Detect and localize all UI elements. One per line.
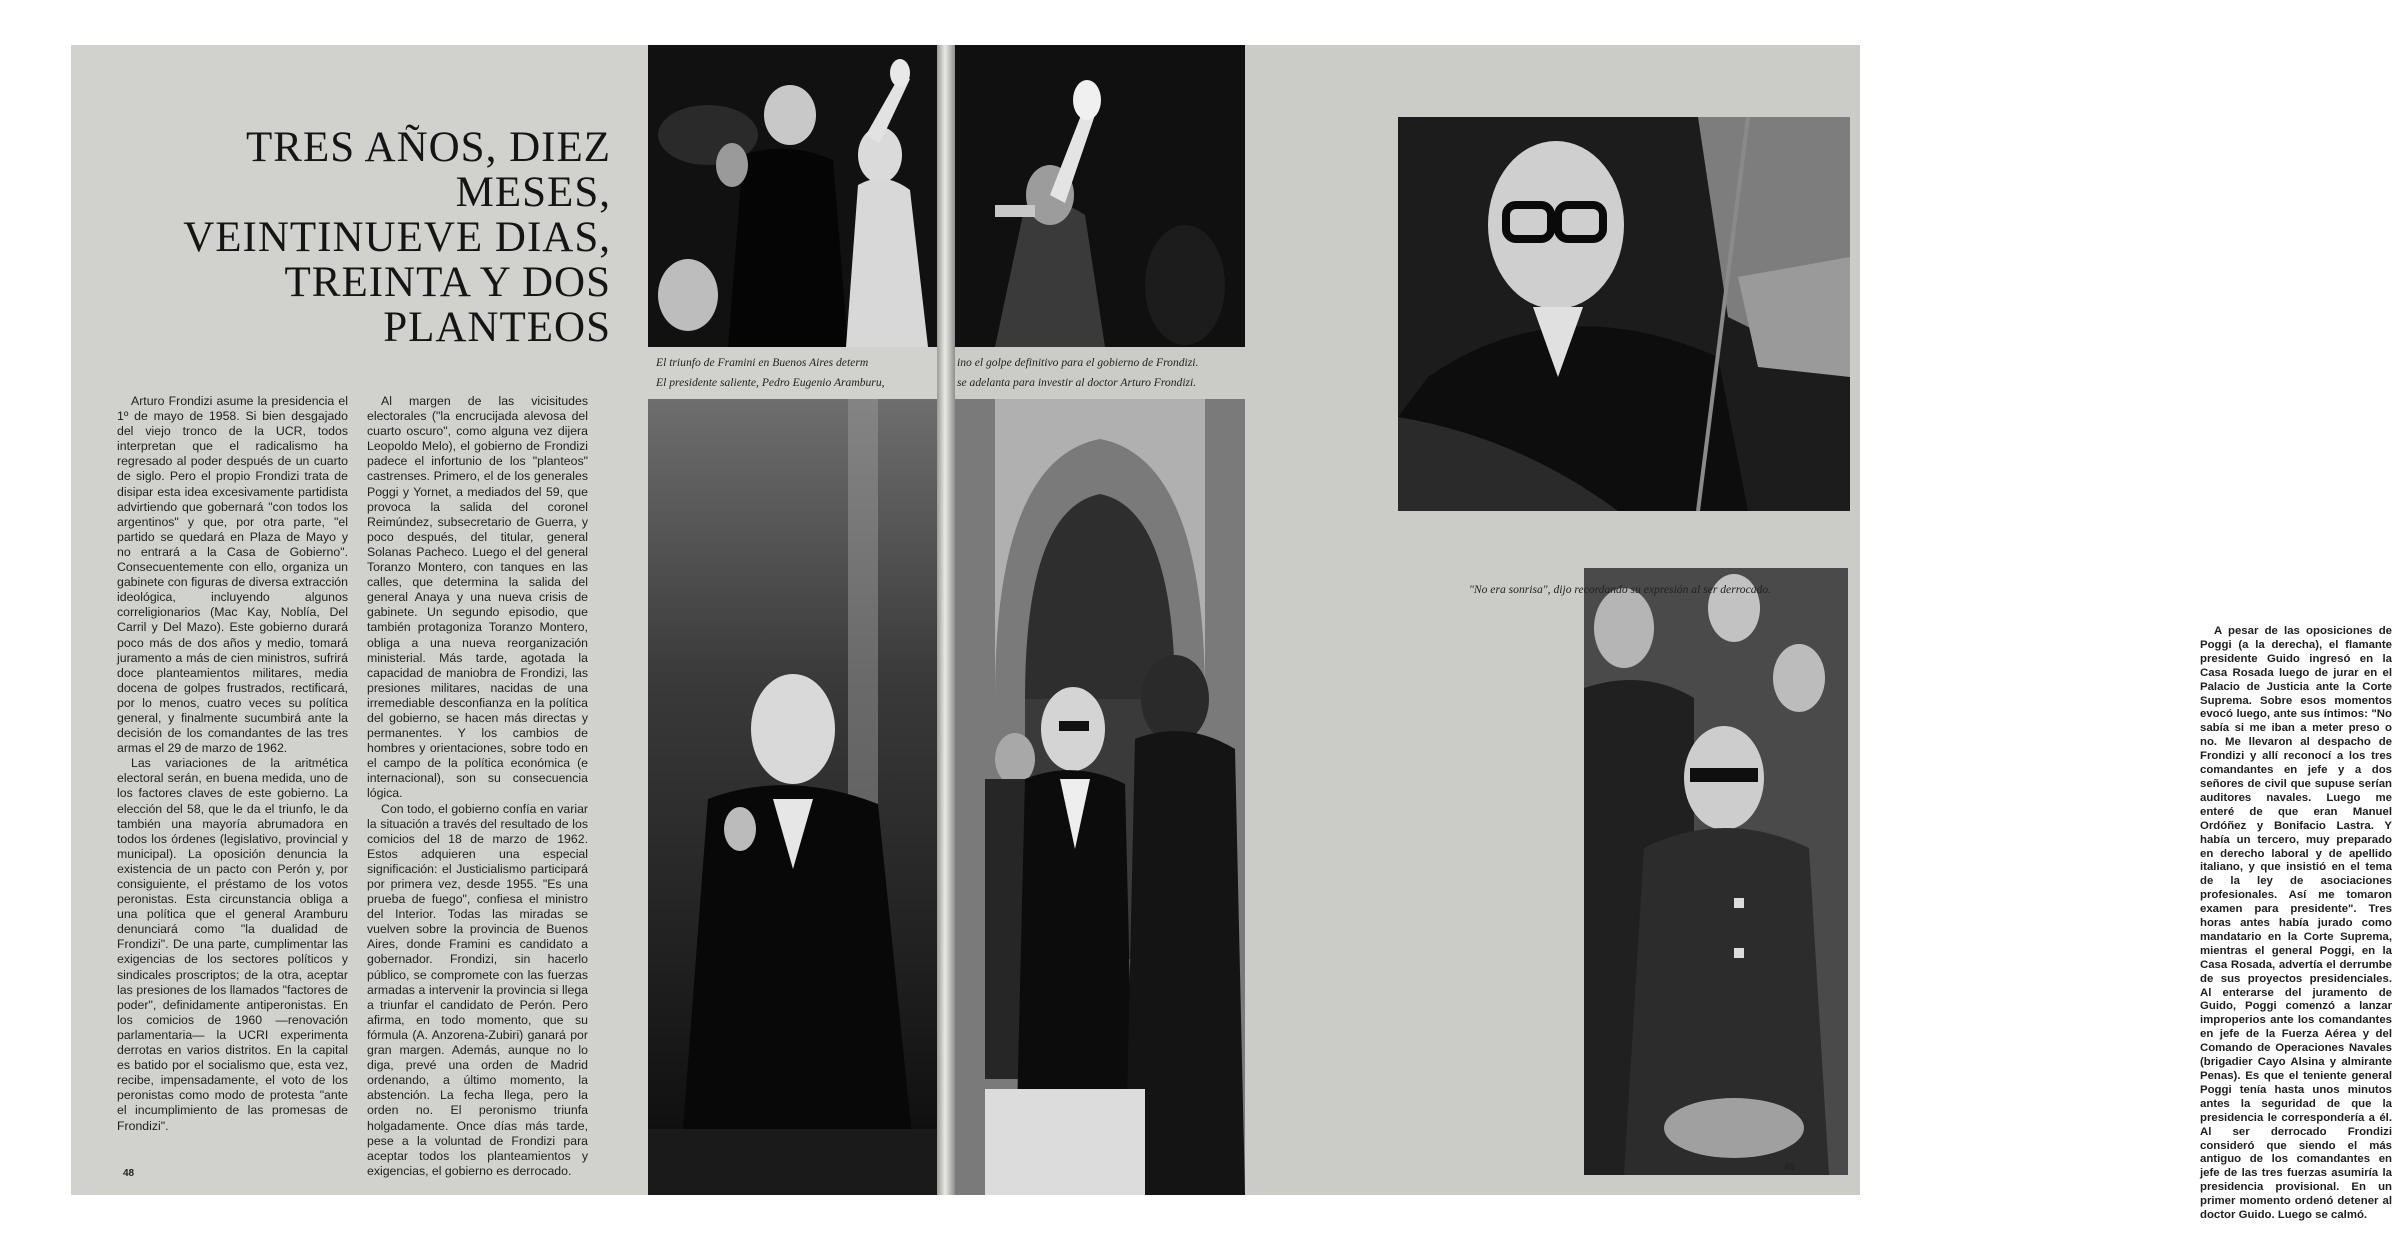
page-number-left: 48 — [123, 1168, 135, 1179]
body-paragraph: A pesar de las oposiciones de Poggi (a la derecha), el flamante presidente Guido ingresó en la Casa Rosada luego de jurar en el Palacio de Justicia ante la Corte Suprema. Sobre esos momentos evocó luego, ante sus íntimos: "No sabía si me iban a meter preso o no. Me llevaron al despacho de Frondizi y allí reconocí a los tres comandantes en jefe y a dos señores de civil que supuse serían auditores navales. Luego me enteré de que eran Manuel Ordóñez y Bonifacio Lastra. Y había un tercero, muy preparado en derecho laboral y de apellido italiano, y que insistió en el tema de la ley de asociaciones profesionales. Así me tomaron examen para presidente". Tres horas antes había jurado como mandatario en la Corte Suprema, mientras el general Poggi, en la Casa Rosada, advertía el derrumbe de sus proyectos presidenciales. Al enterarse del juramento de Guido, Poggi comenzó a lanzar improperios ante los comandantes en jefe de la Fuerza Aérea y del Comando de Operaciones Navales (brigadier Cayo Alsina y almirante Penas). Es que el teniente general Poggi tenía hasta unos minutos antes la seguridad de que la presidencia le correspondería a él. Al ser derrocado Frondizi consideró que siendo el más antiguo de los comandantes en jefe de las tres fuerzas asumiría la presidencia provisional. En un primer momento ordenó detener al doctor Guido. Luego se calmó. — [2200, 625, 2392, 1222]
right-page — [945, 45, 2392, 1222]
page-number-right: 49 — [1784, 1162, 1796, 1173]
photo-aramburu-left — [648, 399, 937, 1195]
caption-framini-left: El triunfo de Framini en Buenos Aires determ — [656, 356, 869, 369]
caption-framini-right: ino el golpe definitivo para el gobierno de Frondizi. — [957, 356, 1199, 369]
headline-line-3: TREINTA Y DOS — [284, 259, 611, 306]
body-column-1 — [117, 394, 348, 1134]
headline-line-4: PLANTEOS — [383, 304, 611, 351]
headline-line-1: TRES AÑOS, DIEZ MESES, — [246, 124, 611, 216]
article-headline — [111, 125, 611, 350]
body-paragraph: Arturo Frondizi asume la presidencia el 1º de mayo de 1958. Si bien desgajado del viejo tronco de la UCR, todos interpretan que el radicalismo ha regresado al poder después de un cuarto de siglo. Pero el propio Frondizi trata de disipar esta idea excesivamente partidista advirtiendo que gobernará "con todos los argentinos" y que, por otra parte, "el partido se quedará en Plaza de Mayo y no entrará a la Casa de Gobierno". Consecuentemente con ello, organiza un gabinete con figuras de diversa extracción ideológica, incluyendo algunos correligionarios (Mac Kay, Noblía, Del Carril y Del Mazo). Este gobierno durará poco más de dos años y medio, tomará juramento a más de cien ministros, sufrirá doce planteamientos militares, media docena de golpes frustrados, rectificará, por lo menos, cuatro veces su política general, y finalmente sucumbirá ante la decisión de los comandantes de las tres armas el 29 de marzo de 1962. — [117, 394, 348, 756]
body-column-2 — [367, 394, 588, 1179]
photo-aramburu-right — [955, 399, 1245, 1195]
body-paragraph: Con todo, el gobierno confía en variar la situación a través del resultado de los comicios del 18 de marzo de 1962. Estos adquieren una especial significación: el Justicialismo participará por primera vez, desde 1955. "Es una prueba de fuego", confiesa el ministro del Interior. Todas las miradas se vuelven sobre la provincia de Buenos Aires, donde Framini es candidato a gobernador. Frondizi, sin hacerlo público, se compromete con las fuerzas armadas a intervenir la provincia si llega a triunfar el candidato de Perón. Pero afirma, en todo momento, que su fórmula (A. Anzorena-Zubiri) ganará por gran margen. Además, aunque no lo diga, prevé una orden de Madrid ordenando, a último momento, la abstención. La fecha llega, pero la orden no. El peronismo triunfa holgadamente. Once días más tarde, pese a la voluntad de Frondizi para aceptar todos los planteamientos y exigencias, el gobierno es derrocado. — [367, 801, 588, 1178]
body-paragraph: Las variaciones de la aritmética electoral serán, en buena medida, uno de los factores claves de este gobierno. La elección del 58, que le da el triunfo, le da también una mayoría abrumadora en todos los órdenes (legislativo, provincial y municipal). La oposición denuncia la existencia de un pacto con Perón y, por consiguiente, el préstamo de los votos peronistas. Esta circunstancia obliga a una política que el general Aramburu denunciará como "la dualidad de Frondizi". De una parte, cumplimentar las exigencias de los sectores políticos y sindicales proscriptos; de la otra, aceptar las presiones de los llamados "factores de poder", definidamente antiperonistas. En los comicios de 1960 —renovación parlamentaria— la UCRI experimenta derrotas en varios distritos. En la capital es batido por el socialismo que, esta vez, recibe, impensadamente, el voto de los peronistas como modo de protesta "ante el incumplimiento de las promesas de Frondizi". — [117, 756, 348, 1133]
headline-line-2: VEINTINUEVE DIAS, — [183, 214, 611, 261]
body-column-3 — [2200, 625, 2392, 1223]
body-paragraph: Al margen de las vicisitudes electorales ("la encrucijada alevosa del cuarto oscuro", como alguna vez dijera Leopoldo Melo), el gobierno de Frondizi padece el infortunio de los "planteos" castrenses. Primero, el de los generales Poggi y Yornet, a mediados del 59, que provoca la salida del coronel Reimúndez, subsecretario de Guerra, y poco después, del titular, general Solanas Pacheco. Luego el del general Toranzo Montero, con tanques en las calles, que determina la salida del general Anaya y una nueva crisis de gabinete. Un segundo episodio, que también protagoniza Toranzo Montero, obliga a una nueva reorganización ministerial. Más tarde, agotada la capacidad de maniobra de Frondizi, las presiones militares, nacidas de una irremediable desconfianza en la política del gobierno, se hacen más directas y permanentes. Y los cambios de hombres y orientaciones, sobre todo en el campo de la política económica (e internacional), son su consecuencia lógica. — [367, 394, 588, 801]
spread-gutter — [937, 45, 955, 1195]
magazine-spread — [71, 45, 2392, 1222]
photo-framini-crowd-left — [648, 45, 937, 347]
caption-frondizi-portrait: "No era sonrisa", dijo recordando su expresión al ser derrocado. — [1469, 583, 1772, 596]
photo-framini-crowd-right — [955, 45, 1245, 347]
photo-poggi-military — [1584, 568, 1848, 1175]
caption-aramburu-right: se adelanta para investir al doctor Arturo Frondizi. — [957, 376, 1197, 389]
left-page — [71, 45, 945, 1195]
caption-aramburu-left: El presidente saliente, Pedro Eugenio Aramburu, — [656, 376, 885, 389]
photo-frondizi-portrait — [1398, 117, 1850, 511]
